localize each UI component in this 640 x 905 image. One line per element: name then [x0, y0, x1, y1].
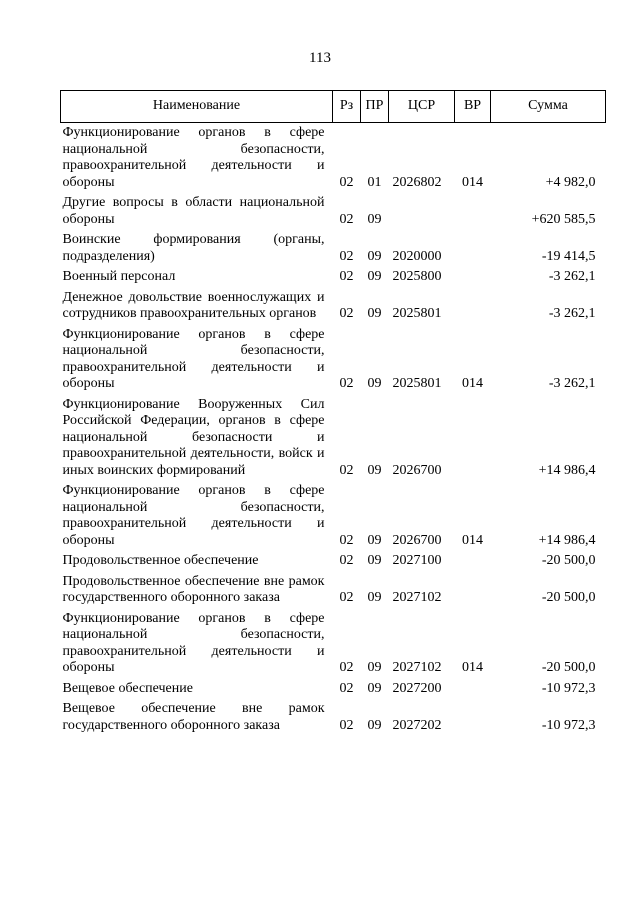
table-row — [61, 232, 606, 269]
table-row — [61, 483, 606, 553]
row-rz: 02 — [339, 680, 354, 696]
table-row — [61, 611, 606, 681]
row-vr: 014 — [462, 532, 483, 548]
table-row — [61, 681, 606, 702]
row-pr: 09 — [367, 376, 382, 391]
row-name: Функционирование органов в сфере национальной безопасности, правоохранительной деятельности и обороны — [62, 483, 325, 548]
row-pr: 09 — [367, 211, 382, 227]
page-number: 113 — [309, 50, 331, 66]
row-csr: 2027102 — [392, 660, 442, 675]
row-vr: 014 — [462, 376, 483, 391]
row-pr: 09 — [367, 680, 382, 696]
row-pr: 09 — [367, 717, 382, 733]
row-sum: -20 500,0 — [541, 553, 596, 568]
row-vr: 014 — [462, 660, 483, 675]
row-name: Функционирование органов в сфере национальной безопасности, правоохранительной деятельности и обороны — [62, 125, 325, 190]
row-vr — [455, 232, 491, 269]
table-row — [61, 269, 606, 290]
row-vr — [455, 574, 491, 611]
row-pr: 01 — [367, 174, 382, 190]
row-csr: 2027102 — [392, 590, 442, 605]
table-row — [61, 397, 606, 484]
table-row — [61, 553, 606, 574]
row-sum: +4 982,0 — [545, 174, 596, 190]
row-vr: 014 — [462, 174, 483, 190]
row-rz: 02 — [339, 590, 354, 605]
row-rz: 02 — [339, 553, 354, 568]
table-row — [61, 574, 606, 611]
header-csr: ЦСР — [389, 91, 455, 123]
row-sum: -3 262,1 — [548, 306, 596, 321]
row-sum: -10 972,3 — [541, 717, 596, 733]
row-vr — [455, 701, 491, 738]
row-name: Другие вопросы в области национальной обороны — [62, 195, 325, 227]
row-pr: 09 — [367, 306, 382, 321]
row-sum: +14 986,4 — [538, 462, 596, 478]
row-rz: 02 — [339, 462, 354, 478]
row-pr: 09 — [367, 553, 382, 568]
row-csr: 2027202 — [392, 717, 442, 733]
row-rz: 02 — [339, 248, 354, 264]
row-vr — [455, 553, 491, 574]
row-vr — [455, 681, 491, 702]
table-row — [61, 123, 606, 196]
row-vr — [455, 195, 491, 232]
row-csr: 2020000 — [392, 248, 442, 264]
row-sum: +620 585,5 — [531, 211, 596, 227]
header-pr: ПР — [361, 91, 389, 123]
row-name: Вещевое обеспечение вне рамок государственного оборонного заказа — [62, 701, 325, 733]
row-name: Денежное довольствие военнослужащих и сотрудников правоохранительных органов — [62, 289, 325, 321]
row-name: Продовольственное обеспечение вне рамок государственного оборонного заказа — [62, 573, 325, 605]
row-pr: 09 — [367, 248, 382, 264]
row-sum: -20 500,0 — [541, 660, 596, 675]
table-row — [61, 701, 606, 738]
row-sum: -20 500,0 — [541, 590, 596, 605]
row-csr: 2027100 — [392, 553, 442, 568]
table-row — [61, 290, 606, 327]
row-pr: 09 — [367, 590, 382, 605]
row-sum: -10 972,3 — [541, 680, 596, 696]
row-csr: 2026802 — [392, 174, 442, 190]
row-rz: 02 — [339, 532, 354, 548]
row-name: Военный персонал — [62, 269, 176, 284]
row-rz: 02 — [339, 269, 354, 284]
row-sum: +14 986,4 — [538, 532, 596, 548]
row-csr: 2027200 — [392, 680, 442, 696]
row-rz: 02 — [339, 376, 354, 391]
row-csr: 2025801 — [392, 376, 442, 391]
row-rz: 02 — [339, 174, 354, 190]
row-csr — [389, 195, 455, 232]
row-rz: 02 — [339, 306, 354, 321]
row-csr: 2026700 — [392, 532, 442, 548]
row-pr: 09 — [367, 660, 382, 675]
row-csr: 2025800 — [392, 269, 442, 284]
row-vr — [455, 269, 491, 290]
row-csr: 2025801 — [392, 306, 442, 321]
header-name: Наименование — [61, 91, 333, 123]
row-pr: 09 — [367, 532, 382, 548]
header-vr: ВР — [455, 91, 491, 123]
budget-table — [60, 90, 606, 738]
row-pr: 09 — [367, 269, 382, 284]
row-name: Вещевое обеспечение — [62, 680, 193, 696]
table-row — [61, 327, 606, 397]
row-name: Продовольственное обеспечение — [62, 553, 259, 568]
row-name: Воинские формирования (органы, подразделения) — [62, 232, 325, 264]
row-rz: 02 — [339, 211, 354, 227]
row-sum: -3 262,1 — [548, 376, 596, 391]
row-rz: 02 — [339, 717, 354, 733]
table-header-row — [61, 91, 606, 123]
row-vr — [455, 397, 491, 484]
row-sum: -19 414,5 — [541, 248, 596, 264]
header-sum: Сумма — [491, 91, 606, 123]
row-rz: 02 — [339, 660, 354, 675]
row-name: Функционирование органов в сфере национальной безопасности, правоохранительной деятельности и обороны — [62, 326, 325, 391]
row-name: Функционирование органов в сфере национальной безопасности, правоохранительной деятельности и обороны — [62, 610, 325, 675]
table-row — [61, 195, 606, 232]
row-csr: 2026700 — [392, 462, 442, 478]
header-rz: Рз — [333, 91, 361, 123]
row-name: Функционирование Вооруженных Сил Российской Федерации, органов в сфере национальной безопасности и правоохранительной деятельности, войск и иных воинских формирований — [62, 396, 325, 478]
row-vr — [455, 290, 491, 327]
row-sum: -3 262,1 — [548, 269, 596, 284]
row-pr: 09 — [367, 462, 382, 478]
